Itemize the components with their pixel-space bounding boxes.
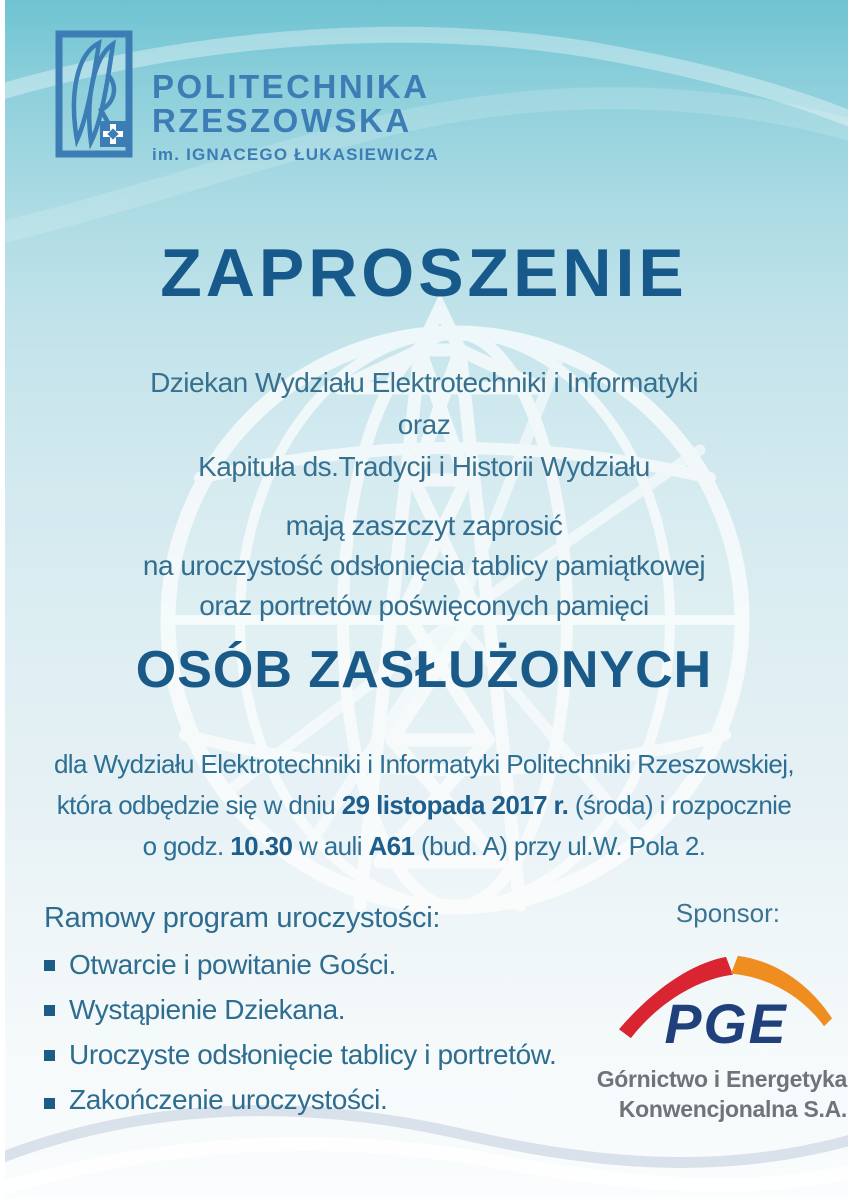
details-text: która odbędzie się w dniu — [56, 790, 342, 820]
details-text: (bud. A) przy ul.W. Pola 2. — [414, 831, 706, 861]
pge-logo-icon — [615, 946, 833, 1053]
details-line — [0, 826, 848, 867]
program-item-label: Otwarcie i powitanie Gości. — [69, 949, 396, 980]
university-brand — [53, 30, 439, 165]
details-text: w auli — [292, 831, 369, 861]
details-text: dla Wydziału Elektrotechniki i Informatyki Politechniki Rzeszowskiej, — [53, 749, 795, 779]
bullet-square-icon — [44, 1050, 55, 1061]
hosts-block — [0, 362, 848, 488]
bullet-square-icon — [44, 1005, 55, 1016]
program-list — [44, 949, 664, 1116]
sponsor-company-name — [597, 1064, 847, 1124]
sponsor-label: Sponsor: — [675, 898, 780, 928]
bullet-square-icon — [44, 960, 55, 971]
program-item-label: Zakończenie uroczystości. — [69, 1084, 388, 1115]
details-text: o godz. — [142, 831, 231, 861]
program-item — [44, 994, 664, 1026]
university-name-line1: POLITECHNIKA — [152, 68, 430, 105]
university-name-line2: RZESZOWSKA — [152, 102, 412, 139]
maltese-cross-icon — [100, 121, 126, 147]
politechnika-rzeszowska-logo-icon — [53, 30, 135, 158]
honorees-title: OSÓB ZASŁUŻONYCH — [135, 641, 713, 699]
intro-block — [0, 506, 848, 626]
program-item — [44, 1084, 664, 1116]
details-line — [0, 785, 848, 826]
pge-logo-text: PGE — [664, 993, 788, 1053]
left-border-strip — [0, 0, 5, 1199]
details-bold-text: A61 — [368, 831, 415, 861]
bullet-square-icon — [44, 1098, 55, 1109]
program-item-label: Uroczyste odsłonięcie tablicy i portretów. — [69, 1039, 557, 1070]
host-line: oraz — [397, 409, 451, 440]
sponsor-company-line2: Konwencjonalna S.A. — [618, 1096, 847, 1122]
details-bold-text: 10.30 — [230, 831, 293, 861]
sponsor-company-line1: Górnictwo i Energetyka — [596, 1066, 847, 1092]
details-text: (środa) i rozpocznie — [568, 790, 792, 820]
program-section — [44, 902, 664, 1129]
event-details — [0, 744, 848, 867]
intro-line: na uroczystość odsłonięcia tablicy pamiątkowej — [142, 550, 706, 581]
invitation-title: ZAPROSZENIE — [160, 235, 688, 311]
university-name-line3: im. IGNACEGO ŁUKASIEWICZA — [152, 145, 439, 164]
program-item — [44, 1039, 664, 1071]
intro-line: mają zaszczyt zaprosić — [285, 510, 563, 541]
host-line: Dziekan Wydziału Elektrotechniki i Informatyki — [150, 367, 698, 398]
program-item-label: Wystąpienie Dziekana. — [69, 994, 346, 1025]
details-line — [0, 744, 848, 785]
details-bold-text: 29 listopada 2017 r. — [341, 790, 569, 820]
program-heading: Ramowy program uroczystości: — [44, 902, 441, 934]
program-item — [44, 949, 664, 981]
host-line: Kapituła ds.Tradycji i Historii Wydziału — [198, 451, 650, 482]
intro-line: oraz portretów poświęconych pamięci — [199, 590, 649, 621]
university-name — [152, 70, 439, 165]
